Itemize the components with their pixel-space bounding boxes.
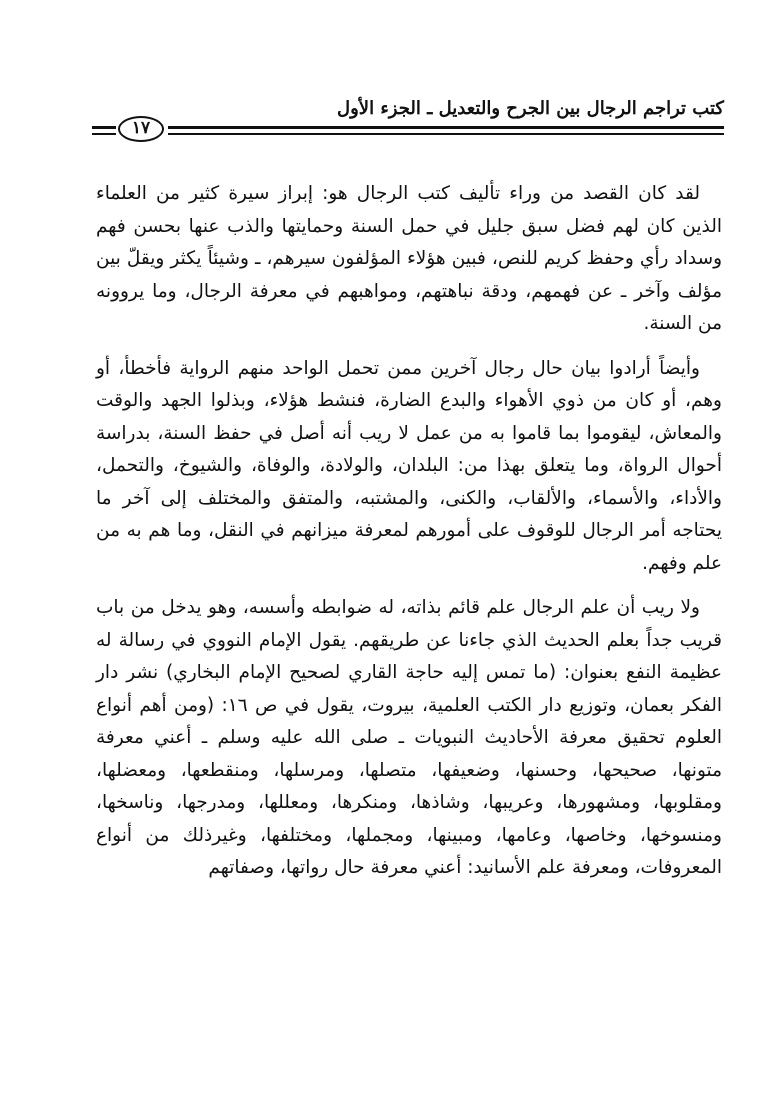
header-rule-right xyxy=(168,126,724,135)
page-header xyxy=(92,98,724,142)
running-title: كتب تراجم الرجال بين الجرح والتعديل ـ الجزء الأول xyxy=(337,98,724,119)
body-text xyxy=(96,178,722,897)
page-number: ١٧ xyxy=(118,116,164,142)
paragraph: لقد كان القصد من وراء تأليف كتب الرجال هو: إبراز سيرة كثير من العلماء الذين كان لهم فضل سبق جليل في حمل السنة وحمايتها والذب عنها بحسن فهم وسداد رأي وحفظ كريم للنص، فبين هؤلاء المؤلفون سيرهم، ـ وشيئاً يكثر ويقلّ بين مؤلف وآخر ـ عن فهمهم، ودقة نباهتهم، ومواهبهم في معرفة الرجال، وما يروونه من السنة. xyxy=(96,183,722,334)
paragraph: وأيضاً أرادوا بيان حال رجال آخرين ممن تحمل الواحد منهم الرواية فأخطأ، أو وهم، أو كان من ذوي الأهواء والبدع الضارة، فنشط هؤلاء، وبذلوا الجهد والوقت والمعاش، ليقوموا بما قاموا به من عمل لا ريب أنه أصل في حفظ السنة، بدراسة أحوال الرواة، وما يتعلق بهذا من: البلدان، والولادة، والوفاة، والشيوخ، والتحمل، والأداء، والأسماء، والألقاب، والكنى، والمشتبه، والمتفق والمختلف إلى آخر ما يحتاجه أمر الرجال للوقوف على أمورهم لمعرفة ميزانهم في النقل، وما هم به من علم وفهم. xyxy=(96,357,722,574)
paragraph: ولا ريب أن علم الرجال علم قائم بذاته، له ضوابطه وأسسه، وهو يدخل من باب قريب جداً بعلم الحديث الذي جاءنا عن طريقهم. يقول الإمام النووي في رسالة له عظيمة النفع بعنوان: (ما تمس إليه حاجة القاري لصحيح الإمام البخاري) نشر دار الفكر بعمان، وتوزيع دار الكتب العلمية، بيروت، يقول في ص ١٦: (ومن أهم أنواع العلوم تحقيق معرفة الأحاديث النبويات ـ صلى الله عليه وسلم ـ أعني معرفة متونها، صحيحها، وحسنها، وضعيفها، متصلها، ومرسلها، ومنقطعها، ومعضلها، ومقلوبها، ومشهورها، وعريبها، وشاذها، ومنكرها، ومعللها، ومدرجها، وناسخها، ومنسوخها، وخاصها، وعامها، ومبينها، ومجملها، ومختلفها، وغيرذلك من أنواع المعروفات، ومعرفة علم الأسانيد: أعني معرفة حال رواتها، وصفاتهم xyxy=(96,597,722,878)
header-rule-left xyxy=(92,126,116,135)
